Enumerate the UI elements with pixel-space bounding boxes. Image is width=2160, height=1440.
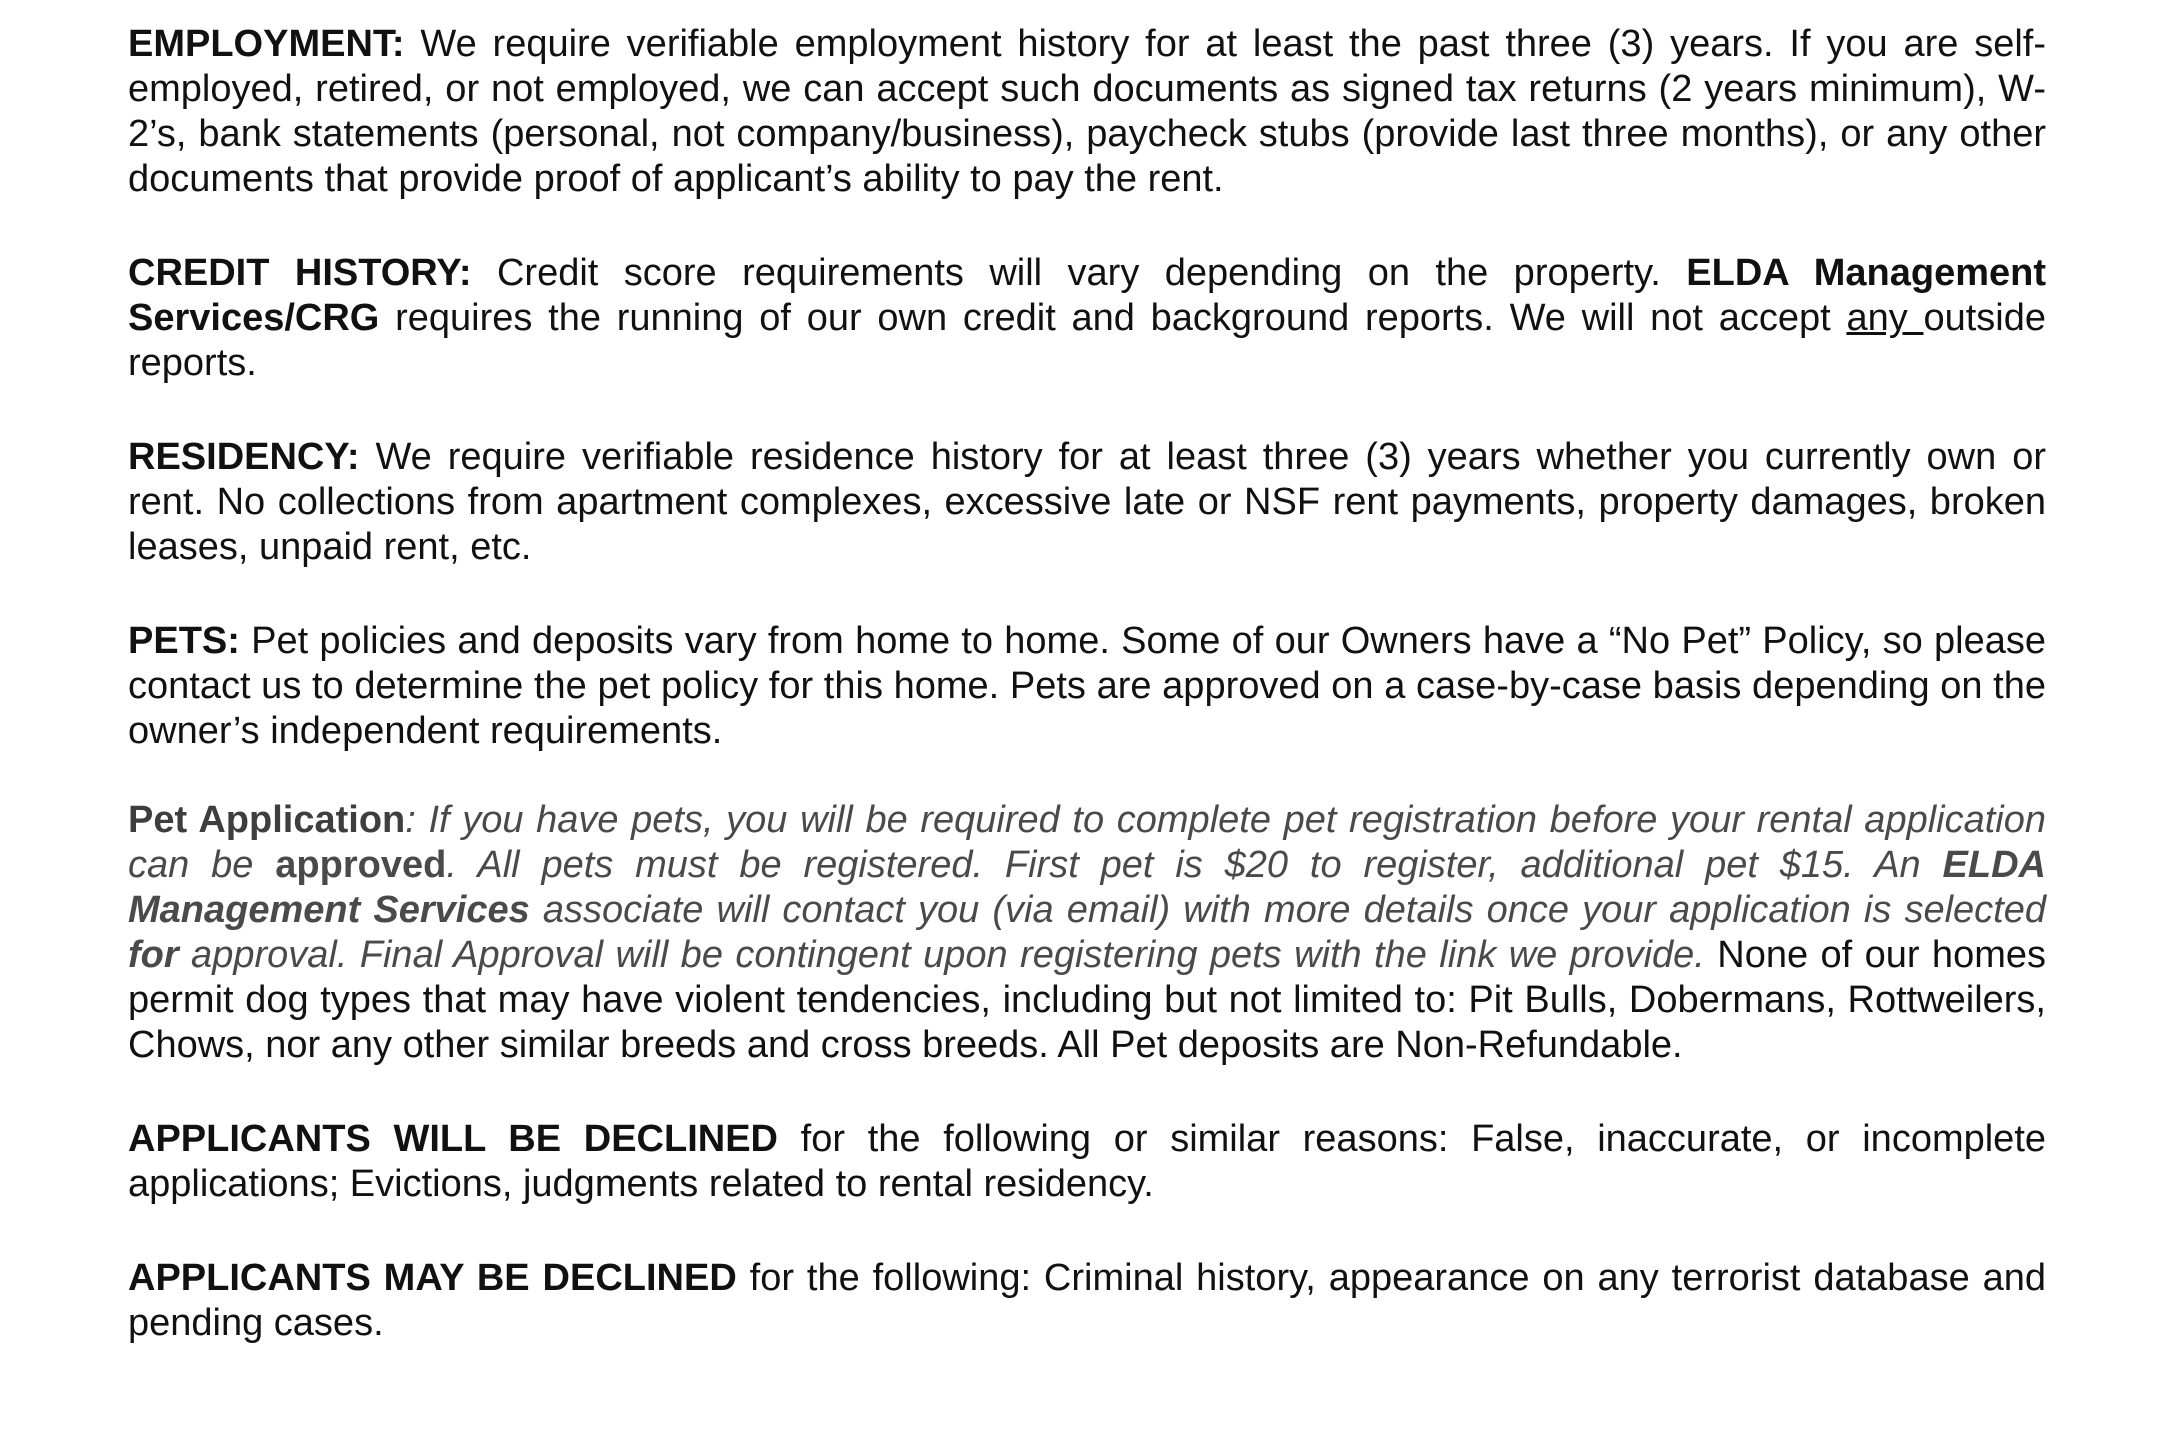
pet-application-italic-1: : If you have pets, you will be required to complete pet registration before your rental application can be	[128, 799, 2046, 886]
credit-history-text-3: outside reports.	[128, 297, 2047, 384]
pets-section	[128, 619, 2046, 754]
may-decline-section	[128, 1256, 2046, 1346]
will-decline-section	[128, 1117, 2046, 1207]
employment-text: We require verifiable employment history for at least the past three (3) years. If you are self-employed, retired, or not employed, we can accept such documents as signed tax returns (2 years minimum), W-2’s, bank statements (personal, not company/business), paycheck stubs (provide last three months), or any other documents that provide proof of applicant’s ability to pay the rent.	[128, 23, 2046, 200]
credit-history-text-2: requires the running of our own credit and background reports. We will not accept	[379, 297, 1847, 339]
pet-application-italic-4: approval. Final Approval will be contingent upon registering pets with the link we provide.	[178, 934, 1705, 976]
pet-application-italic-3: associate will contact you (via email) with more details once your application is selected	[529, 889, 2047, 931]
residency-text: We require verifiable residence history for at least three (3) years whether you currently own or rent. No collections from apartment complexes, excessive late or NSF rent payments, property damages, broken leases, unpaid rent, etc.	[128, 436, 2046, 568]
pet-application-heading: Pet Application	[128, 799, 406, 841]
pets-heading: PETS:	[128, 620, 240, 662]
may-decline-heading: APPLICANTS MAY BE DECLINED	[128, 1257, 737, 1299]
company-name: ELDA Management Services/CRG	[128, 252, 2047, 339]
pet-breed-policy-text: None of our homes permit dog types that may have violent tendencies, including but not limited to: Pit Bulls, Dobermans, Rottweilers, Chows, nor any other similar breeds and cross breeds. All Pet deposits are Non-Refundable.	[128, 934, 2046, 1066]
residency-section	[128, 435, 2046, 570]
pets-text: Pet policies and deposits vary from home to home. Some of our Owners have a “No Pet” Policy, so please contact us to determine the pet policy for this home. Pets are approved on a case-by-case basis depending on the owner’s independent requirements.	[128, 620, 2046, 752]
pet-application-italic-2: . All pets must be registered. First pet is $20 to register, additional pet $15. An	[446, 844, 1943, 886]
will-decline-heading: APPLICANTS WILL BE DECLINED	[128, 1118, 778, 1160]
underlined-any: any	[1846, 297, 1924, 339]
will-decline-text: for the following or similar reasons: False, inaccurate, or incomplete applications; Evictions, judgments related to rental residency.	[128, 1118, 2047, 1205]
pet-application-company: ELDA Management Services	[128, 844, 2046, 931]
approved-word: approved	[275, 844, 447, 886]
may-decline-text: for the following: Criminal history, appearance on any terrorist database and pending cases.	[128, 1257, 2046, 1344]
credit-history-text-1: Credit score requirements will vary depending on the property.	[471, 252, 1687, 294]
credit-history-section	[128, 251, 2046, 386]
for-word: for	[128, 934, 179, 976]
residency-heading: RESIDENCY:	[128, 436, 360, 478]
employment-heading: EMPLOYMENT:	[128, 23, 405, 65]
policy-document	[128, 22, 2046, 1346]
employment-section	[128, 22, 2046, 202]
pet-application-section	[128, 798, 2046, 1068]
credit-history-heading: CREDIT HISTORY:	[128, 252, 472, 294]
